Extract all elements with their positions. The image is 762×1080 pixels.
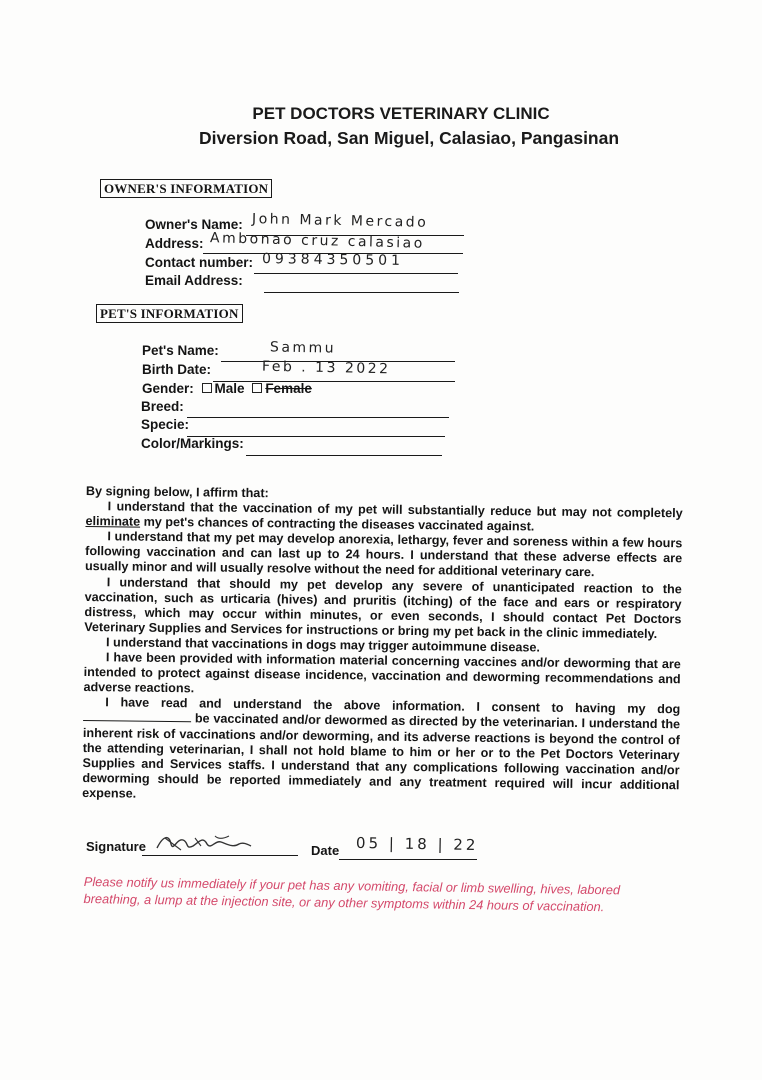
consent-p6-text-end: be vaccinated and/or dewormed as directed by the veterinarian. I understand the inherent risk of vaccinations and/or deworming, and its adverse reactions is beyond the control of the attending veterinarian, I shall not hold blame to him or her or to the Pet Doctors Veterinary Supplies and Services staffs. I understand that any complications following vaccination and/or deworming should be reported immediately and any treatment required will incur additional expense. bbox=[82, 711, 681, 801]
contact-number-value[interactable]: 09384350501 bbox=[261, 251, 405, 269]
email-line[interactable] bbox=[264, 292, 459, 293]
owner-section-heading: OWNER'S INFORMATION bbox=[100, 179, 272, 198]
female-checkbox[interactable] bbox=[252, 383, 262, 393]
date-value[interactable]: 05 | 18 | 22 bbox=[355, 833, 479, 855]
consent-lead: By signing below, I affirm that: bbox=[85, 484, 269, 501]
male-checkbox[interactable] bbox=[202, 383, 212, 393]
consent-p1-text-end: my pet's chances of contracting the diseases vaccinated against. bbox=[140, 514, 535, 534]
signature-scribble bbox=[155, 832, 255, 856]
consent-paragraph-4: I understand that vaccinations in dogs may trigger autoimmune disease. bbox=[105, 635, 541, 655]
owner-address-value[interactable]: Ambonao cruz calasiao bbox=[209, 230, 426, 252]
breed-label: Breed: bbox=[141, 399, 184, 414]
pet-section-heading: PET'S INFORMATION bbox=[96, 304, 243, 323]
specie-label: Specie: bbox=[141, 417, 190, 432]
female-option-label: Female bbox=[265, 381, 312, 396]
consent-paragraph-5: I have been provided with information material concerning vaccines and/or deworming that are intended to protect against disease incidence, vaccination and deworming recommendations and adverse reactions. bbox=[83, 650, 681, 696]
color-markings-label: Color/Markings: bbox=[141, 436, 244, 451]
consent-p1-text: I understand that the vaccination of my pet will substantially reduce but may not completely bbox=[107, 499, 683, 521]
birth-date-value[interactable]: Feb . 13 2022 bbox=[261, 358, 391, 378]
owner-name-value[interactable]: John Mark Mercado bbox=[251, 211, 429, 231]
signature-label: Signature bbox=[86, 839, 146, 854]
post-vaccination-notice: Please notify us immediately if your pet has any vomiting, facial or limb swelling, hives, labored breathing, a lump at the injection site, or any other symptoms within 24 hours of vaccination. bbox=[83, 873, 621, 915]
gender-row bbox=[142, 381, 312, 396]
gender-label: Gender: bbox=[142, 381, 194, 396]
clinic-address: Diversion Road, San Miguel, Calasiao, Pangasinan bbox=[198, 128, 620, 148]
pet-name-label: Pet's Name: bbox=[142, 343, 219, 358]
pet-name-value[interactable]: Sammu bbox=[269, 339, 337, 357]
consent-p1-underlined: eliminate bbox=[85, 514, 141, 529]
date-label: Date bbox=[311, 843, 340, 858]
color-markings-line[interactable] bbox=[246, 455, 442, 456]
consent-paragraph-2: I understand that my pet may develop anorexia, lethargy, fever and soreness within a few hours following vaccination and can last up to 24 hours. I understand that these adverse effects are usually minor and will usually resolve without the need for additional veterinary care. bbox=[84, 529, 683, 580]
consent-p6-text: I have read and understand the above information. I consent to having my dog bbox=[105, 695, 681, 717]
consent-paragraph-3: I understand that should my pet develop any severe of unanticipated reaction to the vaccination, such as urticaria (hives) and pruritis (itching) of the face and ears or respiratory distress, which may occur within minutes, or even seconds, I should contact Pet Doctors Veterinary Supplies and Services for instructions or bring my pet back in the clinic immediately. bbox=[84, 574, 682, 641]
contact-number-line bbox=[254, 273, 458, 274]
birth-date-label: Birth Date: bbox=[142, 362, 212, 377]
male-option-label: Male bbox=[214, 381, 245, 396]
dog-name-blank[interactable] bbox=[83, 710, 191, 722]
breed-line[interactable] bbox=[187, 417, 449, 418]
clinic-name: PET DOCTORS VETERINARY CLINIC bbox=[252, 104, 550, 123]
consent-statement bbox=[82, 484, 683, 808]
owner-name-label: Owner's Name: bbox=[145, 217, 243, 232]
consent-paragraph-6 bbox=[82, 695, 680, 808]
email-label: Email Address: bbox=[145, 273, 243, 288]
date-line bbox=[339, 859, 477, 860]
contact-number-label: Contact number: bbox=[145, 255, 253, 270]
owner-address-label: Address: bbox=[145, 236, 204, 251]
